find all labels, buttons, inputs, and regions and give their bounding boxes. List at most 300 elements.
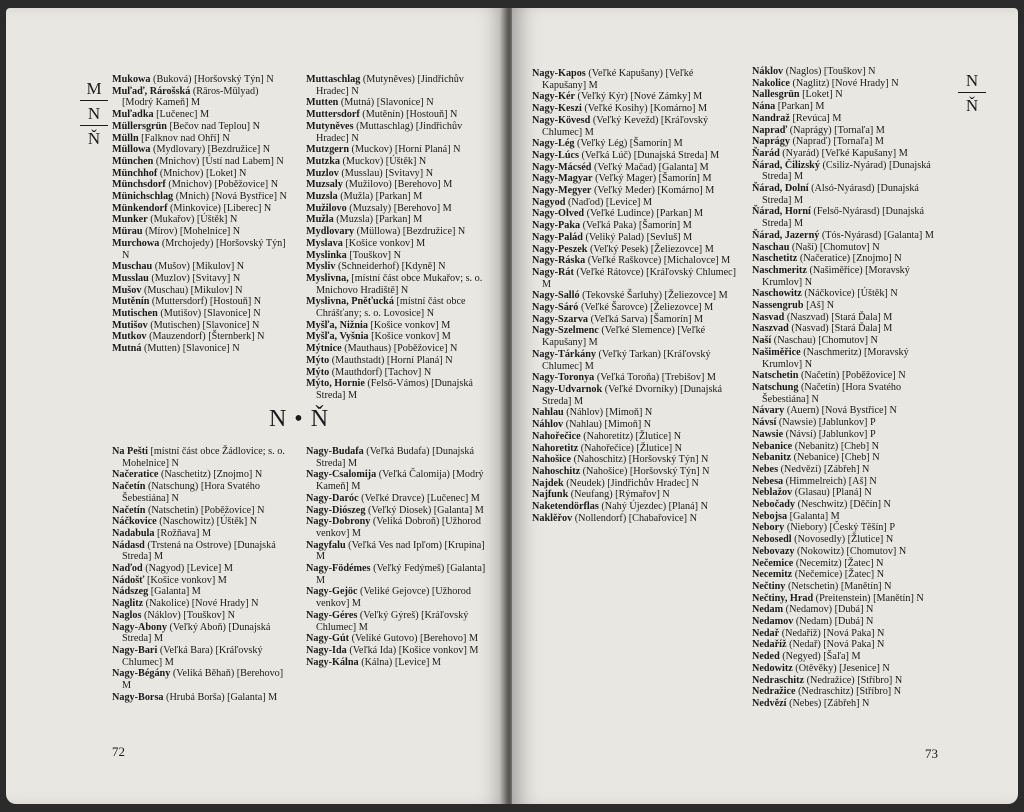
entry-details: (Mukařov) [Úštěk] N <box>147 214 238 226</box>
entry-headword: Nagy-Csalomija <box>306 469 377 481</box>
index-entry <box>112 668 290 691</box>
index-entry <box>112 121 290 133</box>
entry-headword: Najfunk <box>532 489 569 501</box>
entry-details: [Falknov nad Ohří] N <box>138 132 230 144</box>
entry-details: (Nedamov) [Dubá] N <box>783 604 874 616</box>
entry-details: [Parkan] M <box>775 101 825 113</box>
entry-details: (Veľká Čalomija) [Modrý Kameň] M <box>316 469 484 493</box>
entry-details: [Galanta] M <box>787 510 840 522</box>
entry-headword: Nedvězí <box>752 697 787 709</box>
entry-details: [Košice vonkov] M <box>367 319 451 331</box>
entry-headword: Náhlov <box>532 419 564 431</box>
index-entry <box>112 214 290 226</box>
index-entry <box>752 89 948 101</box>
index-entry <box>112 563 290 575</box>
entry-headword: Nagy-Géres <box>306 609 358 621</box>
entry-headword: Nebanitz <box>752 452 792 464</box>
index-entry <box>532 349 740 372</box>
entry-details: (Veľký Aboň) [Dunajská Streda] M <box>122 621 271 645</box>
index-entry <box>306 156 492 168</box>
index-entry <box>752 66 948 78</box>
index-entry <box>532 150 740 162</box>
entry-details: [místní část obce Mukařov; s. o. Mnichovo Hradiště] N <box>316 272 483 296</box>
entry-headword: Nagy-Ráska <box>532 255 586 267</box>
index-entry <box>752 101 948 113</box>
entry-details: (Nedaříž) [Nová Paka] N <box>779 627 885 639</box>
index-entry <box>532 115 740 138</box>
entry-headword: Muľadka <box>112 109 154 121</box>
index-entry <box>306 657 492 669</box>
index-entry <box>112 598 290 610</box>
entry-details: (Naszvad) [Stará Ďala] M <box>784 311 893 323</box>
column-left-1-top <box>112 74 290 355</box>
index-entry <box>112 528 290 540</box>
index-entry <box>306 179 492 191</box>
index-entry <box>752 323 948 335</box>
entry-details: (Náklov) [Touškov] N <box>141 609 235 621</box>
index-entry <box>306 273 492 296</box>
index-entry <box>112 203 290 215</box>
index-entry <box>752 581 948 593</box>
entry-headword: Nagy-Gút <box>306 633 350 645</box>
entry-details: (Veliké Gutovo) [Berehovo] M <box>349 633 479 645</box>
entry-details: (Nebes) [Zábřeh] N <box>786 697 870 709</box>
entry-details: (Mrchojedy) [Horšovský Týn] N <box>122 237 286 261</box>
entry-details: (Natschung) [Hora Svatého Šebestiána] N <box>122 481 260 504</box>
index-entry <box>752 78 948 90</box>
entry-headword: Nagy-Dobrony <box>306 516 371 528</box>
entry-headword: Nečtiny <box>752 580 786 592</box>
entry-headword: Nebojsa <box>752 510 788 522</box>
index-entry <box>752 113 948 125</box>
entry-details: [Košice vonkov] M <box>342 237 426 249</box>
entry-details: (Auern) [Nová Bystřice] N <box>784 405 897 417</box>
entry-headword: Nagy-Toronya <box>532 372 595 384</box>
entry-headword: Nedař <box>752 627 780 639</box>
right-page <box>512 8 1018 804</box>
entry-details: (Mužilovo) [Berehovo] M <box>342 179 453 191</box>
entry-details: (Nahoschitz) [Horšovský Týn] N <box>571 454 709 466</box>
entry-headword: Mýto <box>306 366 330 378</box>
index-entry <box>306 74 492 97</box>
entry-details: (Veľká Ves nad Ipľom) [Krupina] M <box>316 539 485 563</box>
entry-headword: Nebočady <box>752 499 796 511</box>
index-entry <box>532 431 740 443</box>
entry-details: (Veľké Kapušany) [Veľké Kapušany] M <box>542 68 694 91</box>
entry-headword: Mužla <box>306 214 334 226</box>
entry-details: (Mydlovary) [Bezdružice] N <box>150 144 271 156</box>
index-entry <box>306 610 492 633</box>
side-divider <box>80 100 108 101</box>
side-letters-right <box>958 72 986 114</box>
index-entry <box>112 446 290 469</box>
side-letters-left <box>80 80 108 147</box>
entry-headword: Muttersdorf <box>306 109 360 121</box>
entry-details: (Nedvězí) [Zábřeh] N <box>778 463 870 475</box>
index-entry <box>306 121 492 144</box>
entry-details: (Naglitz) [Nové Hrady] N <box>789 77 899 89</box>
entry-headword: Nadabula <box>112 527 155 539</box>
entry-details: (Veľký Lég) [Šamorín] M <box>574 138 683 150</box>
entry-headword: Musslau <box>112 272 149 284</box>
index-entry <box>532 138 740 150</box>
index-entry <box>112 191 290 203</box>
entry-details: (Netschetin) [Manětín] N <box>785 580 892 592</box>
entry-details: (Mnichov) [Poběžovice] N <box>165 179 279 191</box>
entry-details: (Nahý Újezdec) [Planá] N <box>598 501 708 513</box>
entry-details: (Mutyněves) [Jindřichův Hradec] N <box>316 74 464 97</box>
index-entry <box>306 331 492 343</box>
entry-details: (Naglos) [Touškov] N <box>783 66 876 77</box>
side-letter: Ň <box>87 129 101 148</box>
index-entry <box>752 698 948 710</box>
entry-details: (Nahoretitz) [Žlutice] N <box>580 430 682 442</box>
entry-headword: Myslivna, <box>306 272 349 284</box>
index-entry <box>532 208 740 220</box>
entry-headword: Mülln <box>112 132 139 144</box>
index-entry <box>752 347 948 370</box>
entry-headword: Nagy-Kövesd <box>532 114 591 126</box>
entry-details: (Nahlau) [Mimoň] N <box>563 419 652 431</box>
entry-details: [Galanta] M <box>148 586 201 598</box>
entry-headword: Naschowitz <box>752 288 802 300</box>
entry-details: (Minkovice) [Liberec] N <box>167 202 272 214</box>
entry-details: (Neufang) [Rýmařov] N <box>568 489 670 501</box>
entry-headword: Nagy-Magyar <box>532 173 593 185</box>
entry-headword: Ňárad, Horní <box>752 206 811 218</box>
index-entry <box>752 639 948 651</box>
index-entry <box>112 645 290 668</box>
entry-headword: Mydlovary <box>306 226 355 238</box>
index-entry <box>112 238 290 261</box>
entry-headword: Mýto, Hornie <box>306 378 365 390</box>
entry-headword: Našiměřice <box>752 346 801 358</box>
entry-details: (Veľké Dvorníky) [Dunajská Streda] M <box>542 383 723 407</box>
entry-headword: Ňárad, Čilizský <box>752 159 820 171</box>
index-entry <box>306 633 492 645</box>
column-left-2-bottom <box>306 446 492 668</box>
index-entry <box>306 238 492 250</box>
entry-details: (Mnichov) [Loket] N <box>157 167 247 179</box>
entry-headword: Nagy-Rát <box>532 266 574 278</box>
entry-details: (Naší) [Chomutov] N <box>789 241 880 253</box>
index-entry <box>112 86 290 109</box>
index-entry <box>112 540 290 563</box>
entry-headword: Načetín <box>112 481 146 493</box>
entry-headword: Ňárad, Dolní <box>752 183 809 195</box>
entry-headword: Nagy-Peszek <box>532 243 588 255</box>
entry-headword: Nagy-Borsa <box>112 691 164 703</box>
entry-details: (Tekovské Šarluhy) [Želiezovce] M <box>579 290 728 302</box>
index-entry <box>532 419 740 431</box>
entry-details: (Veľké Kosihy) [Komárno] M <box>581 103 708 115</box>
entry-details: (Muttaschlag) [Jindřichův Hradec] N <box>316 120 463 144</box>
entry-headword: Načeratice <box>112 469 159 481</box>
entry-details: (Veľký Kýr) [Nové Zámky] M <box>575 91 703 103</box>
index-entry <box>112 481 290 504</box>
index-entry <box>752 441 948 453</box>
index-entry <box>752 125 948 137</box>
entry-headword: Návsí <box>752 417 777 429</box>
entry-headword: Nagyfalu <box>306 539 346 551</box>
entry-headword: Nagy-Diószeg <box>306 504 366 516</box>
column-right-2 <box>752 66 948 710</box>
index-entry <box>752 476 948 488</box>
entry-details: (Mauzendorf) [Šternberk] N <box>146 331 265 343</box>
entry-details: (Veľké Rátovce) [Kráľovský Chlumec] M <box>542 266 737 290</box>
entry-headword: Mutyněves <box>306 120 354 132</box>
index-entry <box>306 540 492 563</box>
entry-headword: Nádasd <box>112 539 145 551</box>
entry-details: (Nyarád) [Veľké Kapušany] M <box>779 147 908 159</box>
index-entry <box>112 586 290 598</box>
entry-headword: Nagy-Födémes <box>306 563 371 575</box>
index-entry <box>752 651 948 663</box>
entry-details: (Nahořečice) [Žlutice] N <box>578 442 683 454</box>
entry-details: (Buková) [Horšovský Týn] N <box>150 74 274 85</box>
index-entry <box>752 136 948 148</box>
entry-details: [Rožňava] M <box>154 527 212 539</box>
entry-headword: Nagy-Szarva <box>532 313 589 325</box>
index-entry <box>752 616 948 628</box>
index-entry <box>112 261 290 273</box>
entry-details: (Kálna) [Levice] M <box>358 656 441 668</box>
entry-headword: Návary <box>752 405 785 417</box>
entry-headword: Muľaď, Rárošská <box>112 85 191 97</box>
entry-headword: Načetín <box>112 504 146 516</box>
entry-details: (Veľké Šarovce) [Želiezovce] M <box>578 302 714 314</box>
index-entry <box>112 179 290 191</box>
entry-details: (Návsí) [Jablunkov] P <box>783 428 876 440</box>
index-entry <box>752 534 948 546</box>
entry-headword: Nagy-Udvarnok <box>532 383 603 395</box>
entry-details: (Veľký Diosek) [Galanta] M <box>365 504 484 516</box>
entry-headword: Nagy-Daróc <box>306 492 359 504</box>
entry-headword: Münchhof <box>112 167 158 179</box>
entry-details: (Veľký Tarkan) [Kráľovský Chlumec] M <box>542 348 711 372</box>
entry-headword: Mürau <box>112 226 143 238</box>
index-entry <box>532 185 740 197</box>
entry-headword: Naklěřov <box>532 512 573 524</box>
entry-headword: Mutěnín <box>112 296 150 308</box>
entry-headword: Nagy-Ida <box>306 644 347 656</box>
entry-headword: Naschau <box>752 241 790 253</box>
index-entry <box>306 645 492 657</box>
entry-details: [místní část obce Žádlovice; s. o. Mohelnice] N <box>122 446 285 469</box>
index-entry <box>306 250 492 262</box>
entry-headword: Nebosedl <box>752 534 792 546</box>
entry-details: (Veľký Fedýmeš) [Galanta] M <box>316 563 486 586</box>
entry-details: (Negyed) [Šaľa] M <box>779 651 861 663</box>
entry-details: [Košice vonkov] M <box>368 331 451 343</box>
entry-details: (Naprágy) [Tornaľa] M <box>787 124 885 136</box>
entry-details: (Necemitz) [Žatec] N <box>793 557 884 569</box>
entry-details: (Nebanice) [Cheb] N <box>791 452 880 464</box>
entry-headword: Murchowa <box>112 237 160 249</box>
entry-details: (Himmelreich) [Aš] N <box>783 475 877 487</box>
entry-details: (Nahošice) [Horšovský Týn] N <box>580 465 710 477</box>
index-entry <box>532 513 740 525</box>
index-entry <box>752 230 948 242</box>
entry-headword: Nebory <box>752 522 785 534</box>
entry-headword: Mušov <box>112 284 142 296</box>
entry-details: (Veľké Slemence) [Veľké Kapušany] M <box>542 325 706 349</box>
entry-headword: Nagy-Budafa <box>306 446 364 457</box>
entry-headword: Nádszeg <box>112 586 149 598</box>
entry-details: (Muckov) [Horní Planá] N <box>349 144 461 156</box>
index-entry <box>752 487 948 499</box>
index-entry <box>532 232 740 244</box>
entry-details: (Veľký Pesek) [Želiezovce] M <box>587 243 714 255</box>
entry-headword: Mužilovo <box>306 202 347 214</box>
index-entry <box>112 505 290 517</box>
entry-headword: Na Pešti <box>112 446 148 457</box>
entry-details: (Hrubá Borša) [Galanta] M <box>163 691 278 703</box>
entry-details: (Nebanitz) [Cheb] N <box>792 440 880 452</box>
entry-headword: Naschetitz <box>752 253 798 265</box>
entry-details: (Trstená na Ostrove) [Dunajská Streda] M <box>122 539 276 563</box>
index-entry <box>306 469 492 492</box>
index-entry <box>752 405 948 417</box>
left-page <box>6 8 506 804</box>
entry-headword: Ňarád <box>752 147 780 159</box>
entry-headword: Naszvad <box>752 323 789 335</box>
column-left-1-bottom <box>112 446 290 703</box>
entry-details: (Muttersdorf) [Hostouň] N <box>149 296 262 308</box>
entry-details: (Preitenstein) [Manětín] N <box>813 592 924 604</box>
index-entry <box>306 191 492 203</box>
entry-headword: Nawsie <box>752 428 784 440</box>
side-divider <box>80 125 108 126</box>
index-entry <box>112 343 290 355</box>
entry-details: [Lučenec] M <box>153 109 210 121</box>
entry-details: (Veľké Dravce) [Lučenec] M <box>358 492 480 504</box>
index-entry <box>306 97 492 109</box>
entry-headword: Nebes <box>752 463 779 475</box>
entry-details: (Mauthaus) [Poběžovice] N <box>341 343 458 355</box>
index-entry <box>306 367 492 379</box>
entry-headword: Nagy-Kapos <box>532 68 586 79</box>
entry-details: (Nawsie) [Jablunkov] P <box>776 417 876 429</box>
entry-details: (Veliký Palad) [Sevluš] M <box>582 231 693 243</box>
entry-details: (Muzsaly) [Berehovo] M <box>346 202 452 214</box>
entry-details: (Veľká Bara) [Kráľovský Chlumec] M <box>122 644 263 668</box>
entry-details: (Neudek) [Jindřichův Hradec] N <box>563 477 699 489</box>
entry-headword: Muschau <box>112 261 153 273</box>
entry-headword: Nebovazy <box>752 545 795 557</box>
index-entry <box>532 325 740 348</box>
index-entry <box>752 206 948 229</box>
entry-headword: Mutten <box>306 97 339 109</box>
entry-headword: Nagy-Mácséd <box>532 161 592 173</box>
entry-headword: Naketendörflas <box>532 501 599 513</box>
entry-details: (Veľké Raškovce) [Michalovce] M <box>585 255 731 267</box>
index-entry <box>752 242 948 254</box>
entry-headword: Mýto <box>306 354 330 366</box>
entry-details: (Tós-Nyárasd) [Galanta] M <box>819 229 934 241</box>
entry-headword: Nagy-Lúcs <box>532 149 579 161</box>
entry-details: (Nokowitz) [Chomutov] N <box>794 545 907 557</box>
entry-headword: Myslivna, Pněťucká <box>306 296 394 308</box>
entry-details: (Csiliz-Nyárad) [Dunajská Streda] M <box>762 159 931 183</box>
entry-headword: Mutkov <box>112 331 147 343</box>
entry-headword: Necemitz <box>752 569 793 581</box>
entry-headword: Nedamov <box>752 616 794 628</box>
entry-headword: Nagy-Salló <box>532 290 580 302</box>
entry-headword: Nedraschitz <box>752 674 805 686</box>
entry-headword: Natschung <box>752 381 799 393</box>
entry-details: [Touškov] N <box>346 249 401 261</box>
entry-headword: Münchsdorf <box>112 179 166 191</box>
index-entry <box>306 563 492 586</box>
entry-headword: Naglitz <box>112 598 144 610</box>
index-entry <box>112 320 290 332</box>
entry-headword: Nahoretitz <box>532 442 579 454</box>
column-right-1 <box>532 68 740 524</box>
index-entry <box>306 505 492 517</box>
entry-details: (Veľký Mager) [Šamorín] M <box>592 173 712 185</box>
entry-headword: Nagy-Bégány <box>112 668 171 680</box>
entry-details: (Nagyod) [Levice] M <box>142 563 233 575</box>
entry-headword: Naší <box>752 335 772 347</box>
entry-details: (Načetín) [Poběžovice] N <box>798 370 906 382</box>
entry-details: (Veľký Meder) [Komárno] M <box>591 185 715 197</box>
index-entry <box>532 314 740 326</box>
index-entry <box>112 308 290 320</box>
entry-details: (Veľká Ida) [Košice vonkov] M <box>346 644 479 656</box>
index-entry <box>752 300 948 312</box>
entry-headword: Muzsaly <box>306 179 343 191</box>
entry-details: (Glasau) [Planá] N <box>792 487 872 499</box>
index-entry <box>752 253 948 265</box>
index-entry <box>752 593 948 605</box>
index-entry <box>752 663 948 675</box>
index-entry <box>532 443 740 455</box>
entry-headword: Nebesa <box>752 475 784 487</box>
entry-headword: Müllersgrün <box>112 120 167 132</box>
entry-headword: Nahlau <box>532 407 564 419</box>
index-entry <box>112 109 290 121</box>
entry-headword: Mukowa <box>112 74 151 85</box>
index-entry <box>752 335 948 347</box>
entry-headword: Nandraž <box>752 112 790 124</box>
entry-details: (Nasvad) [Stará Ďala] M <box>788 323 893 335</box>
entry-headword: Najdek <box>532 477 564 489</box>
entry-headword: Nečtiny, Hrad <box>752 592 814 604</box>
index-entry <box>752 628 948 640</box>
entry-headword: Ňárad, Jazerný <box>752 229 820 241</box>
entry-headword: Nagy-Kér <box>532 91 575 103</box>
entry-headword: Nádošť <box>112 574 145 586</box>
entry-details: (Našiměřice) [Moravský Krumlov] N <box>762 264 910 288</box>
entry-headword: Nagy-Olved <box>532 208 585 220</box>
index-entry <box>752 312 948 324</box>
index-entry <box>112 226 290 238</box>
entry-headword: Mutná <box>112 343 142 355</box>
index-entry <box>752 499 948 511</box>
index-entry <box>752 558 948 570</box>
entry-details: (Muzlov) [Svitavy] N <box>148 272 241 284</box>
entry-headword: Nahoschitz <box>532 465 581 477</box>
index-entry <box>306 203 492 215</box>
side-divider <box>958 92 986 93</box>
index-entry <box>112 692 290 704</box>
entry-details: (Naďod) [Levice] M <box>565 196 653 208</box>
entry-details: (Naschowitz) [Úštěk] N <box>156 516 258 528</box>
entry-headword: Myslava <box>306 237 343 249</box>
entry-headword: Neded <box>752 651 780 663</box>
entry-headword: Nagy-Gejöc <box>306 586 358 598</box>
